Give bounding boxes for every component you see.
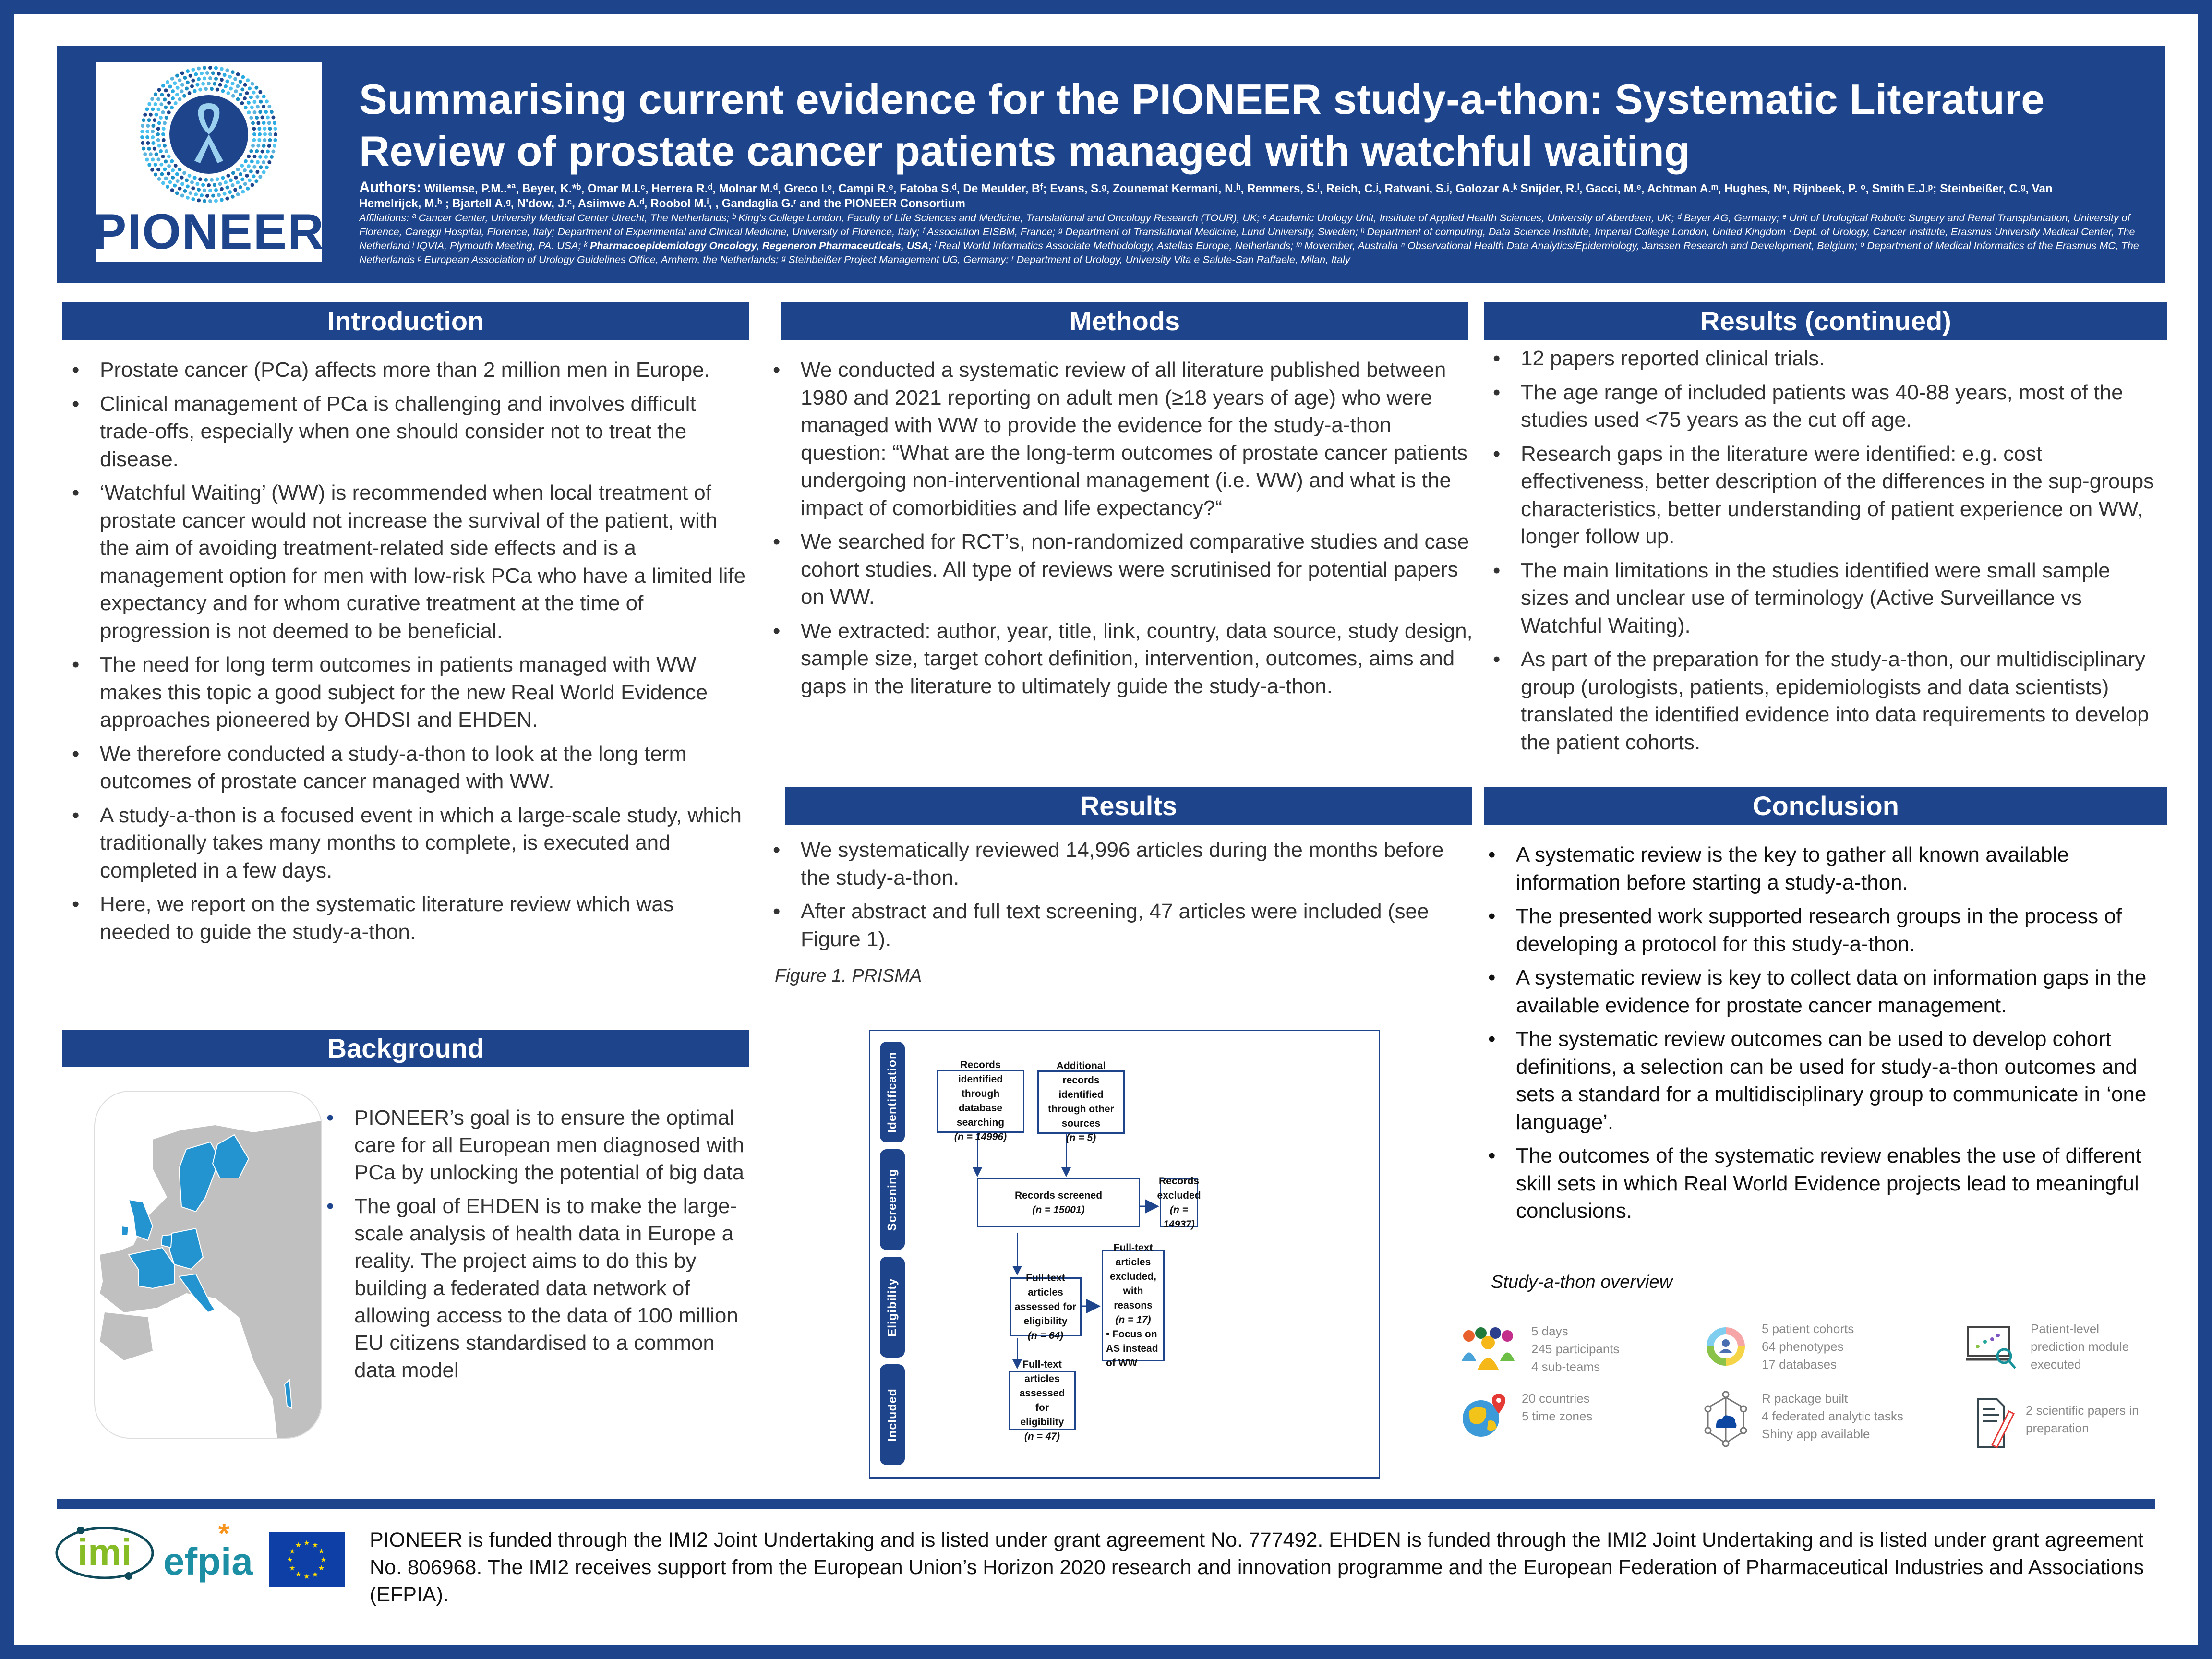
box-fulltext: Full-text articles assessed for eligibility (n = 64) xyxy=(1010,1277,1082,1336)
figure-caption: Figure 1. PRISMA xyxy=(775,966,922,986)
box-screened: Records screened (n = 15001) xyxy=(977,1178,1140,1227)
introduction-bullet: • ‘Watchful Waiting’ (WW) is recommended when local treatment of prostate cancer would not increase the survival of the patient, with the aim of avoiding treatment-related side effects and is a management option for men with low-risk PCa who have a limited life expectancy and for whom curative treatment at the time of progression is not deemed to be beneficial. xyxy=(67,479,749,645)
results-continued-bullet: • Research gaps in the literature were identified: e.g. cost effectiveness, better description of the differences in the sup-groups characteristics, better understanding of patient experience on WW, longer follow up. xyxy=(1488,440,2160,551)
phase-eligibility: Eligibility xyxy=(880,1257,905,1358)
cohort-icon xyxy=(1699,1320,1752,1373)
overview-item-cohorts xyxy=(1699,1320,1854,1373)
europe-map xyxy=(94,1091,322,1439)
network-icon xyxy=(1699,1390,1752,1447)
overview-text: 20 countries 5 time zones xyxy=(1522,1391,1593,1423)
affiliations-text: Affiliations: ª Cancer Center, University Medical Center Utrecht, The Netherlands; ᵇ King's College London, Faculty of Life Sciences and Medicine, Translational and Oncology Research (TOUR), UK; ᶜ Academic Urology Unit, Institute of Applied Health Sciences, University of Aberdeen, UK; ᵈ Bayer AG, Germany; ᵉ Unit of Urological Robotic Surgery and Renal Transplantation, University of Florence, Careggi Hospital, Florence, Italy; Department of Experimental and Clinical Medicine, University of Florence, Italy; ᶠ Association EISBM, France; ᵍ Department of Translational Medicine, Lund University, Sweden; ʰ Department of computing, Data Science Institute, Imperial College London, United Kingdom ⁱ Dept. of Urology, Cancer Institute, Erasmus University Medical Center, The Netherland ʲ IQVIA, Plymouth Meeting, PA. USA; ᵏ xyxy=(359,212,2135,252)
box-other-records: Additional records identified through other sources (n = 5) xyxy=(1037,1070,1125,1134)
svg-text:★: ★ xyxy=(295,1541,302,1550)
overview-text: 5 patient cohorts 64 phenotypes 17 databases xyxy=(1762,1322,1854,1371)
methods-heading: Methods xyxy=(781,302,1468,340)
prediction-icon xyxy=(1963,1320,2021,1373)
box-included: Full-text articles assessed for eligibility (n = 47) xyxy=(1009,1371,1076,1430)
prisma-diagram xyxy=(869,1030,1380,1479)
results-continued-bullet-list xyxy=(1488,345,2160,756)
funding-statement: PIONEER is funded through the IMI2 Joint Undertaking and is listed under grant agreement No. 777492. EHDEN is funded through the IMI2 Joint Undertaking and is listed under grant agreement No. 806968. The IMI2 receives support from the European Union’s Horizon 2020 research and innovation programme and the European Federation of Pharmaceutical Industries and Associations (EFPIA). xyxy=(370,1528,2144,1606)
conclusion-bullet-list xyxy=(1483,841,2170,1225)
results-continued-bullet: • The age range of included patients was 40-88 years, most of the studies used <75 years as the cut off age. xyxy=(1488,379,2160,434)
conclusion-bullet: • A systematic review is key to collect data on information gaps in the available evidence for prostate cancer management. xyxy=(1483,964,2170,1019)
eu-flag xyxy=(269,1532,345,1587)
conclusion-bullet: • The outcomes of the systematic review enables the use of different skill sets in which Real World Evidence projects lead to meaningful conclusions. xyxy=(1483,1142,2170,1225)
conclusion-bullet: • The systematic review outcomes can be used to develop cohort definitions, a selection can be used for study-a-thon outcomes and sets a standard for a multidisciplinary group to communicate in ‘one language’. xyxy=(1483,1025,2170,1136)
phase-screening: Screening xyxy=(880,1149,905,1250)
globe-icon xyxy=(1459,1390,1512,1443)
imi-logo xyxy=(52,1522,157,1584)
results-bullet: • After abstract and full text screening, 47 articles were included (see Figure 1). xyxy=(768,898,1479,953)
overview-item-prediction xyxy=(1963,1320,2129,1373)
affiliations-rest: ˡ Real World Informatics Associate Methodology, Astellas Europe, Netherlands; ᵐ Movember, Australia ⁿ Observational Health Data Analytics/Epidemiology, Janssen Research and Development, Belgium; ᵒ Department of Medical Informatics of the Erasmus MC, The Netherlands ᵖ European Association of Urology Guidelines Office, Arnhem, the Netherlands; ᵍ Steinbeißer Project Management UG, Germany; ʳ Department of Urology, University Vita e Salute-San Raffaele, Milan, Italy xyxy=(359,240,2139,265)
eu-stars-icon xyxy=(269,1532,345,1587)
background-bullet: • PIONEER’s goal is to ensure the optimal care for all European men diagnosed with PCa by unlocking the potential of big data xyxy=(322,1104,756,1186)
box-db-records: Records identified through database searching (n = 14996) xyxy=(937,1070,1024,1133)
results-continued-bullet: • As part of the preparation for the study-a-thon, our multidisciplinary group (urologists, patients, epidemiologists and data scientists) translated the identified evidence into data requirements to develop the patient cohorts. xyxy=(1488,646,2160,756)
svg-text:★: ★ xyxy=(287,1556,293,1564)
document-icon xyxy=(1973,1397,2016,1450)
background-bullet-list xyxy=(322,1104,756,1384)
svg-text:★: ★ xyxy=(320,1556,327,1564)
authors-list: Willemse, P.M..*ª, Beyer, K.*ᵇ, Omar M.I.ᶜ, Herrera R.ᵈ, Molnar M.ᵈ, Greco I.ᵉ, Campi R.ᵉ, Fatoba S.ᵈ, De Meulder, Bᶠ; Evans, S.ᵍ, Zounemat Kermani, N.ʰ, Remmers, S.ⁱ, Reich, C.ʲ, Ratwani, S.ʲ, Golozar A.ᵏ Snijder, R.ˡ, Gacci, M.ᵉ, Achtman A.ᵐ, Hughes, Nⁿ, Rijnbeek, P. ᵒ, Smith E.J.ᵖ; Steinbeißer, C.ᵍ, Van Hemelrijck, M.ᵇ ; Bjartell A.ᵍ, N'dow, J.ᶜ, Asiimwe A.ᵈ, Roobol M.ⁱ, , Gandaglia G.ʳ and the PIONEER Consortium xyxy=(359,182,2053,210)
introduction-bullet: • Here, we report on the systematic literature review which was needed to guide the study-a-thon. xyxy=(67,890,749,946)
svg-text:*: * xyxy=(218,1524,230,1550)
methods-bullet: • We conducted a systematic review of all literature published between 1980 and 2021 reporting on adult men (≥18 years of age) who were managed with WW to provide the evidence for the study-a-thon question: “What are the long-term outcomes of prostate cancer patients undergoing non-interventional management (i.e. WW) and what is the impact of comorbidities and life expectancy?“ xyxy=(768,356,1479,522)
overview-item-rpackage xyxy=(1699,1390,1903,1447)
svg-text:★: ★ xyxy=(303,1573,310,1581)
results-continued-bullet: • 12 papers reported clinical trials. xyxy=(1488,345,2160,373)
introduction-bullet: • The need for long term outcomes in patients managed with WW makes this topic a good subject for the new Real World Evidence approaches pioneered by OHDSI and EHDEN. xyxy=(67,651,749,734)
conclusion-bullet: • A systematic review is the key to gather all known available information before starting a study-a-thon. xyxy=(1483,841,2170,896)
ribbon-dots-icon xyxy=(137,62,281,206)
poster-title: Summarising current evidence for the PIONEER study-a-thon: Systematic Literature Review of prostate cancer patients managed with watchful waiting xyxy=(359,75,2045,175)
background-bullet: • The goal of EHDEN is to make the large-scale analysis of health data in Europe a reality. The project aims to do this by building a federated data network of allowing access to the data of 100 million EU citizens standardised to a common data model xyxy=(322,1192,756,1384)
introduction-heading: Introduction xyxy=(62,302,749,340)
conclusion-bullet: • The presented work supported research groups in the process of developing a protocol for this study-a-thon. xyxy=(1483,902,2170,958)
phase-included: Included xyxy=(880,1364,905,1465)
map-uk xyxy=(129,1200,153,1240)
results-body xyxy=(768,836,1479,959)
results-bullet: • We systematically reviewed 14,996 articles during the months before the study-a-thon. xyxy=(768,836,1479,891)
svg-text:★: ★ xyxy=(303,1539,310,1547)
introduction-bullet: • We therefore conducted a study-a-thon to look at the long term outcomes of prostate cancer managed with WW. xyxy=(67,740,749,795)
pioneer-logo xyxy=(93,62,325,262)
efpia-logo-text: efpia xyxy=(163,1540,253,1583)
footer-divider xyxy=(57,1499,2155,1509)
box-fulltext-excluded: Full-text articles excluded, with reasons (n = 17) • Focus on AS instead of WW xyxy=(1102,1250,1165,1361)
methods-body xyxy=(768,356,1479,706)
map-netherlands xyxy=(161,1235,172,1248)
people-icon xyxy=(1455,1322,1522,1370)
map-ireland xyxy=(121,1226,129,1236)
introduction-bullet: • A study-a-thon is a focused event in which a large-scale study, which traditionally takes many months to complete, is executed and completed in a few days. xyxy=(67,802,749,885)
overview-title: Study-a-thon overview xyxy=(1491,1272,1673,1292)
logo-text: PIONEER xyxy=(93,204,325,260)
svg-text:★: ★ xyxy=(312,1541,319,1550)
svg-text:★: ★ xyxy=(289,1547,296,1556)
results-bullet-list xyxy=(768,836,1479,953)
overview-text: 5 days 245 participants 4 sub-teams xyxy=(1531,1324,1620,1374)
svg-text:★: ★ xyxy=(289,1564,296,1573)
box-excluded: Records excluded (n = 14937) xyxy=(1157,1175,1201,1230)
poster-header xyxy=(57,46,2165,283)
results-heading: Results xyxy=(785,787,1472,825)
introduction-bullet: • Prostate cancer (PCa) affects more than 2 million men in Europe. xyxy=(67,356,749,384)
svg-text:★: ★ xyxy=(318,1564,325,1573)
background-heading: Background xyxy=(62,1030,749,1067)
europe-map-graphic xyxy=(95,1092,322,1439)
exclusion-reason: • Focus on AS instead of WW xyxy=(1106,1328,1158,1369)
imi-logo-text: imi xyxy=(77,1531,132,1573)
results-continued-body xyxy=(1488,345,2160,762)
phase-identification: Identification xyxy=(880,1042,905,1142)
affiliations xyxy=(359,211,2154,267)
methods-bullet: • We searched for RCT’s, non-randomized comparative studies and case cohort studies. All type of reviews were scrutinised for potential papers on WW. xyxy=(768,528,1479,611)
introduction-bullet: • Clinical management of PCa is challenging and involves difficult trade-offs, especially when one should consider not to treat the disease. xyxy=(67,390,749,473)
conclusion-body xyxy=(1483,841,2170,1231)
methods-bullet-list xyxy=(768,356,1479,700)
overview-item-papers xyxy=(1973,1397,2139,1450)
results-continued-heading: Results (continued) xyxy=(1484,302,2167,340)
svg-text:★: ★ xyxy=(312,1570,319,1579)
affiliations-bold: Pharmacoepidemiology Oncology, Regeneron Pharmaceuticals, USA; xyxy=(590,240,932,252)
overview-text: R package built 4 federated analytic tasks Shiny app available xyxy=(1762,1391,1903,1441)
authors xyxy=(359,180,2091,211)
authors-label: Authors: xyxy=(359,179,421,196)
introduction-body xyxy=(67,356,749,952)
overview-text: 2 scientific papers in preparation xyxy=(2026,1403,2139,1435)
efpia-logo xyxy=(163,1524,259,1587)
introduction-bullet-list xyxy=(67,356,749,946)
results-continued-bullet: • The main limitations in the studies identified were small sample sizes and unclear use of terminology (Active Surveillance vs Watchful Waiting). xyxy=(1488,557,2160,640)
methods-bullet: • We extracted: author, year, title, link, country, data source, study design, sample size, target cohort definition, intervention, outcomes, aims and gaps in the literature to ultimately guide the study-a-thon. xyxy=(768,617,1479,700)
svg-text:★: ★ xyxy=(318,1547,325,1556)
background-body xyxy=(322,1104,756,1390)
overview-item-people xyxy=(1455,1322,1620,1376)
overview-text: Patient-level prediction module executed xyxy=(2031,1322,2129,1371)
overview-item-countries xyxy=(1459,1390,1592,1443)
svg-text:★: ★ xyxy=(295,1570,302,1579)
conclusion-heading: Conclusion xyxy=(1484,787,2167,825)
